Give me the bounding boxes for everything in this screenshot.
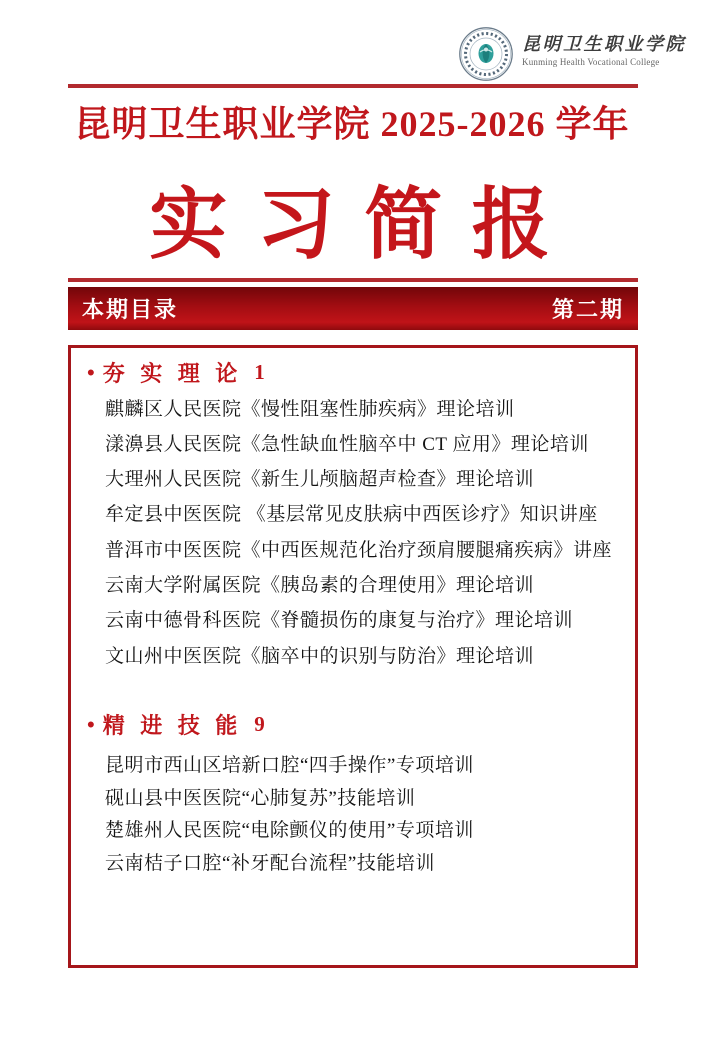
issue-number: 第二期 bbox=[551, 297, 624, 322]
toc-entry: 普洱市中医医院《中西医规范化治疗颈肩腰腿痛疾病》讲座 bbox=[105, 540, 613, 561]
top-red-rule bbox=[68, 84, 638, 88]
toc-entry: 文山州中医医院《脑卒中的识别与防治》理论培训 bbox=[105, 646, 535, 667]
college-name-block bbox=[522, 26, 686, 69]
toc-entry: 砚山县中医医院“心肺复苏”技能培训 bbox=[105, 788, 416, 809]
toc-entry: 麒麟区人民医院《慢性阻塞性肺疾病》理论培训 bbox=[105, 399, 515, 420]
toc-entry: 牟定县中医医院 《基层常见皮肤病中西医诊疗》知识讲座 bbox=[105, 504, 598, 525]
bullet-icon: • bbox=[87, 359, 95, 385]
section-page-number: 9 bbox=[254, 712, 265, 736]
school-year-title: 昆明卫生职业学院 2025-2026 学年 bbox=[74, 104, 630, 144]
toc-entry: 漾濞县人民医院《急性缺血性脑卒中 CT 应用》理论培训 bbox=[105, 434, 589, 455]
toc-entry: 大理州人民医院《新生儿颅脑超声检查》理论培训 bbox=[105, 469, 535, 490]
section-page-number: 1 bbox=[254, 360, 265, 384]
toc-entry: 昆明市西山区培新口腔“四手操作”专项培训 bbox=[105, 755, 474, 776]
toc-entry: 云南中德骨科医院《脊髓损伤的康复与治疗》理论培训 bbox=[105, 610, 574, 631]
college-name-english: Kunming Health Vocational College bbox=[522, 57, 660, 67]
section-header-skills bbox=[87, 709, 265, 740]
section-title: 精 进 技 能 bbox=[102, 713, 243, 738]
toc-entry: 云南大学附属医院《胰岛素的合理使用》理论培训 bbox=[105, 575, 535, 596]
college-seal-icon bbox=[458, 26, 514, 82]
toc-header-bar bbox=[68, 287, 638, 330]
college-name-calligraphy: 昆明卫生职业学院 bbox=[522, 34, 686, 55]
toc-box bbox=[68, 345, 638, 968]
section-title: 夯 实 理 论 bbox=[102, 361, 243, 386]
college-logo bbox=[458, 26, 686, 82]
toc-bar-title: 本期目录 bbox=[82, 297, 179, 322]
middle-red-rule bbox=[68, 278, 638, 282]
toc-entry: 云南桔子口腔“补牙配台流程”技能培训 bbox=[105, 853, 435, 874]
toc-entry: 楚雄州人民医院“电除颤仪的使用”专项培训 bbox=[105, 820, 474, 841]
bulletin-main-title: 实 习 简 报 bbox=[149, 181, 555, 268]
bullet-icon: • bbox=[87, 711, 95, 737]
section-header-theory bbox=[87, 357, 265, 388]
